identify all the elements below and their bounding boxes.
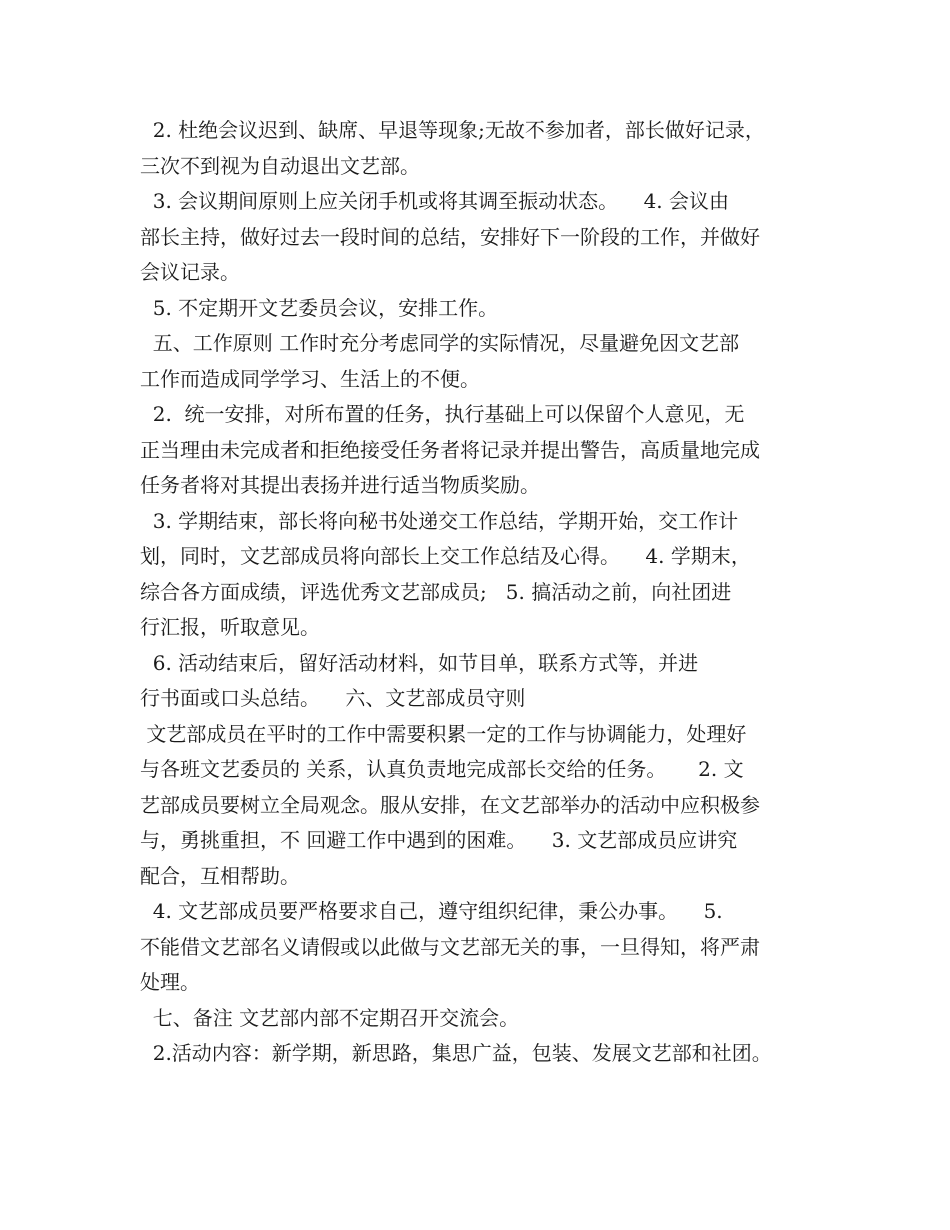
- text-line: 七、备注 文艺部内部不定期召开交流会。: [140, 1005, 520, 1030]
- text-line: 综合各方面成绩，评选优秀文艺部成员; 5. 搞活动之前，向社团进: [140, 579, 732, 604]
- text-line: 行书面或口头总结。 六、文艺部成员守则: [140, 686, 526, 710]
- text-line: 三次不到视为自动退出文艺部。: [140, 153, 420, 178]
- text-line: 任务者将对其提出表扬并进行适当物质奖励。: [140, 473, 540, 497]
- text-line: 3. 会议期间原则上应关闭手机或将其调至振动状态。 4. 会议由: [140, 189, 730, 213]
- text-line: 配合，互相帮助。: [140, 863, 300, 888]
- text-line: 五、工作原则 工作时充分考虑同学的实际情况，尽量避免因文艺部: [140, 331, 740, 355]
- text-line: 划，同时，文艺部成员将向部长上交工作总结及心得。 4. 学期末，: [140, 544, 751, 568]
- text-line: 6. 活动结束后，留好活动材料，如节目单，联系方式等，并进: [140, 650, 699, 675]
- text-line: 工作而造成同学学习、生活上的不便。: [140, 366, 480, 391]
- text-line: 处理。: [140, 970, 200, 994]
- text-line: 2. 杜绝会议迟到、缺席、早退等现象;无故不参加者，部长做好记录，: [140, 118, 765, 142]
- text-line: 正当理由未完成者和拒绝接受任务者将记录并提出警告，高质量地完成: [140, 437, 760, 462]
- text-line: 艺部成员要树立全局观念。服从安排，在文艺部举办的活动中应积极参: [140, 792, 760, 817]
- text-line: 文艺部成员在平时的工作中需要积累一定的工作与协调能力，处理好: [140, 721, 747, 746]
- text-line: 3. 学期结束，部长将向秘书处递交工作总结，学期开始，交工作计: [140, 508, 739, 533]
- text-line: 不能借文艺部名义请假或以此做与文艺部无关的事，一旦得知，将严肃: [140, 934, 760, 959]
- text-line: 部长主持，做好过去一段时间的总结，安排好下一阶段的工作，并做好: [140, 224, 760, 249]
- text-line: 行汇报，听取意见。: [140, 615, 320, 639]
- text-line: 4. 文艺部成员要严格要求自己，遵守组织纪律，秉公办事。 5.: [140, 899, 723, 923]
- text-line: 5. 不定期开文艺委员会议，安排工作。: [140, 295, 499, 320]
- text-line: 2. 统一安排，对所布置的任务，执行基础上可以保留个人意见，无: [140, 402, 745, 426]
- text-line: 与各班文艺委员的 关系，认真负责地完成部长交给的任务。 2. 文: [140, 757, 744, 781]
- text-line: 会议记录。: [140, 260, 240, 284]
- text-line: 2.活动内容：新学期，新思路，集思广益，包装、发展文艺部和社团。: [140, 1041, 772, 1065]
- document-body: [140, 113, 830, 1072]
- text-line: 与，勇挑重担，不 回避工作中遇到的困难。 3. 文艺部成员应讲究: [140, 828, 738, 852]
